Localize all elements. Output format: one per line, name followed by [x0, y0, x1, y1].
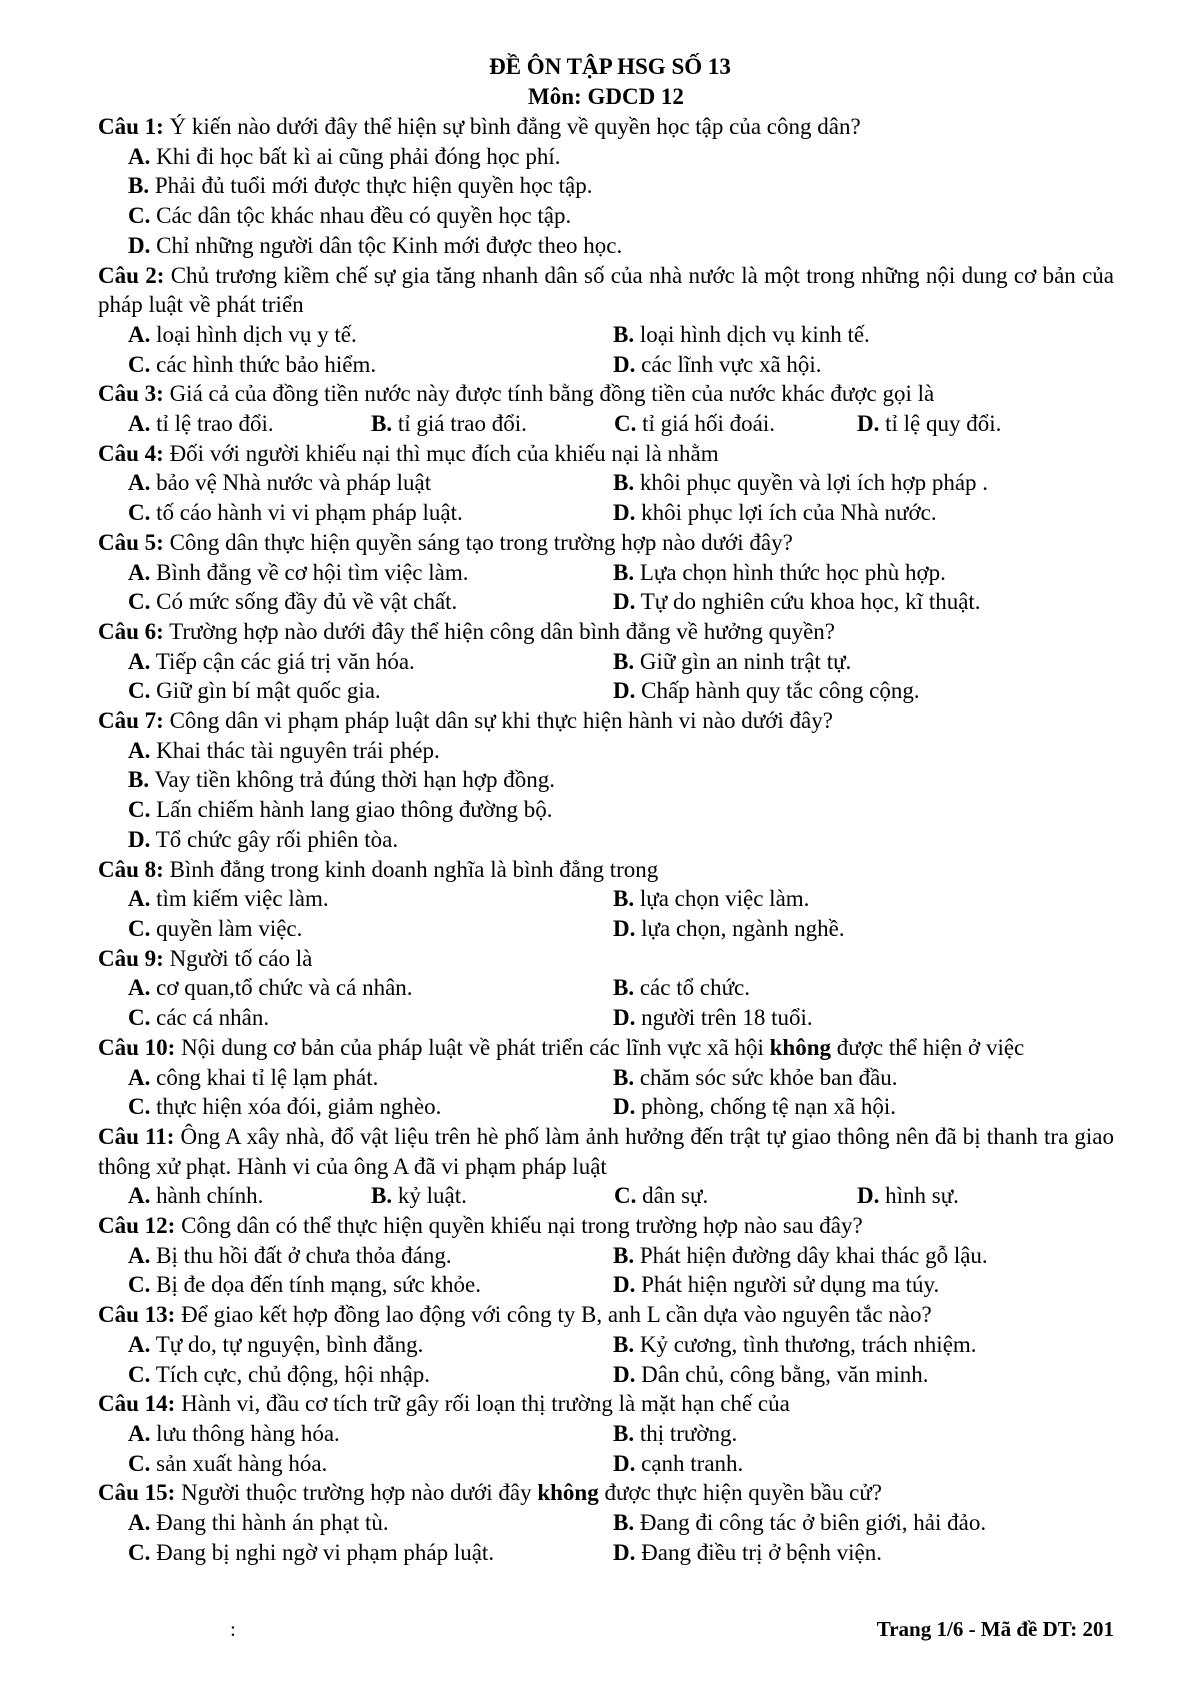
question-text: Ông A xây nhà, đổ vật liệu trên hè phố làm ảnh hưởng đến trật tự giao thông nên đã bị thanh tra giao thông xử phạt. Hành vi của ông A đã vi phạm pháp luật: [98, 1123, 1114, 1179]
option-d: D. phòng, chống tệ nạn xã hội.: [613, 1094, 896, 1120]
option-a: A. Bị thu hồi đất ở chưa thỏa đáng.: [128, 1242, 452, 1268]
option-a: A. hành chính.: [128, 1183, 264, 1209]
options-q13-row2: [98, 1360, 1114, 1390]
question-emphasis: không: [769, 1034, 832, 1060]
option-d: D. Tự do nghiên cứu khoa học, kĩ thuật.: [613, 589, 981, 615]
question-text: Công dân vi phạm pháp luật dân sự khi thực hiện hành vi nào dưới đây?: [169, 708, 833, 734]
question-label: Câu 15:: [98, 1480, 176, 1506]
question-label: Câu 11:: [98, 1123, 175, 1149]
footer-colon: :: [230, 1617, 236, 1641]
options-q6-row2: [98, 676, 1114, 706]
question-text: Để giao kết hợp đồng lao động với công ty B, anh L cần dựa vào nguyên tắc nào?: [181, 1302, 932, 1328]
options-q14-row1: [98, 1419, 1114, 1449]
question-7: [98, 706, 1114, 736]
option-c: C. Đang bị nghi ngờ vi phạm pháp luật.: [128, 1539, 495, 1565]
question-label: Câu 13:: [98, 1302, 176, 1328]
option-b: B. lựa chọn việc làm.: [613, 886, 810, 912]
option-d: D. Chấp hành quy tắc công cộng.: [613, 678, 920, 704]
options-q5-row2: [98, 587, 1114, 617]
options-q1: [98, 142, 1114, 261]
option-a: A. Khai thác tài nguyên trái phép.: [128, 737, 440, 763]
option-d: D. tỉ lệ quy đổi.: [857, 411, 1002, 437]
option-a: A. Tự do, tự nguyện, bình đẳng.: [128, 1331, 424, 1357]
option-b: B. Phát hiện đường dây khai thác gỗ lậu.: [613, 1242, 988, 1268]
option-a: A. Tiếp cận các giá trị văn hóa.: [128, 648, 415, 674]
question-4: [98, 439, 1114, 469]
question-label: Câu 2:: [98, 262, 165, 288]
options-q6-row1: [98, 647, 1114, 677]
option-b: B. loại hình dịch vụ kinh tế.: [613, 321, 870, 347]
options-q7: [98, 736, 1114, 855]
option-b: B. thị trường.: [613, 1420, 738, 1446]
question-text: Đối với người khiếu nại thì mục đích của khiếu nại là nhằm: [169, 440, 719, 466]
question-label: Câu 8:: [98, 856, 164, 882]
option-d: D. các lĩnh vực xã hội.: [613, 351, 822, 377]
question-label: Câu 4:: [98, 440, 164, 466]
exam-subject: Môn: GDCD 12: [528, 84, 684, 109]
options-q2-row1: [98, 320, 1114, 350]
options-q10-row2: [98, 1092, 1114, 1122]
question-8: [98, 855, 1114, 885]
option-d: D. cạnh tranh.: [613, 1450, 744, 1476]
question-5: [98, 528, 1114, 558]
question-10: [98, 1033, 1114, 1063]
option-c: C. tố cáo hành vi vi phạm pháp luật.: [128, 500, 463, 526]
question-1: [98, 112, 1114, 142]
question-text: Nội dung cơ bản của pháp luật về phát triển các lĩnh vực xã hội: [181, 1034, 764, 1060]
question-label: Câu 6:: [98, 618, 164, 644]
options-q14-row2: [98, 1449, 1114, 1479]
page-footer: [0, 1617, 1191, 1647]
options-q15-row1: [98, 1508, 1114, 1538]
question-text: Người thuộc trường hợp nào dưới đây: [181, 1480, 532, 1506]
exam-page: [98, 52, 1114, 1567]
question-9: [98, 944, 1114, 974]
option-c: C. quyền làm việc.: [128, 915, 303, 941]
option-c: C. dân sự.: [614, 1183, 709, 1209]
options-q13-row1: [98, 1330, 1114, 1360]
question-3: [98, 379, 1114, 409]
question-label: Câu 5:: [98, 529, 164, 555]
option-a: A. Đang thi hành án phạt tù.: [128, 1510, 389, 1536]
question-13: [98, 1300, 1114, 1330]
question-text: Công dân thực hiện quyền sáng tạo trong trường hợp nào dưới đây?: [169, 529, 793, 555]
options-q9-row2: [98, 1003, 1114, 1033]
question-text: Bình đẳng trong kinh doanh nghĩa là bình đẳng trong: [169, 856, 659, 882]
option-c: C. tỉ giá hối đoái.: [614, 411, 775, 437]
options-q15-row2: [98, 1538, 1114, 1568]
options-q12-row2: [98, 1270, 1114, 1300]
option-b: B. tỉ giá trao đổi.: [371, 411, 527, 437]
options-q3: [98, 409, 1114, 439]
option-c: C. Có mức sống đầy đủ về vật chất.: [128, 589, 458, 615]
options-q12-row1: [98, 1241, 1114, 1271]
options-q4-row2: [98, 498, 1114, 528]
options-q2-row2: [98, 350, 1114, 380]
option-a: A. tìm kiếm việc làm.: [128, 886, 329, 912]
option-b: B. Vay tiền không trả đúng thời hạn hợp đồng.: [128, 767, 556, 793]
options-q8-row1: [98, 884, 1114, 914]
question-label: Câu 12:: [98, 1213, 176, 1239]
option-d: D. Chỉ những người dân tộc Kinh mới được theo học.: [128, 232, 623, 258]
question-text-after: được thực hiện quyền bầu cử?: [604, 1480, 883, 1506]
question-label: Câu 7:: [98, 708, 164, 734]
option-d: D. lựa chọn, ngành nghề.: [613, 915, 845, 941]
option-c: C. các cá nhân.: [128, 1005, 270, 1031]
option-b: B. Đang đi công tác ở biên giới, hải đảo.: [613, 1510, 987, 1536]
option-d: D. hình sự.: [857, 1183, 959, 1209]
option-a: A. Khi đi học bất kì ai cũng phải đóng học phí.: [128, 143, 561, 169]
options-q11: [98, 1181, 1114, 1211]
option-b: B. khôi phục quyền và lợi ích hợp pháp .: [613, 470, 989, 496]
option-a: A. loại hình dịch vụ y tế.: [128, 321, 357, 347]
option-d: D. khôi phục lợi ích của Nhà nước.: [613, 500, 937, 526]
question-6: [98, 617, 1114, 647]
options-q8-row2: [98, 914, 1114, 944]
options-q5-row1: [98, 558, 1114, 588]
question-text-after: được thể hiện ở việc: [836, 1034, 1025, 1060]
option-c: C. sản xuất hàng hóa.: [128, 1450, 328, 1476]
question-15: [98, 1478, 1114, 1508]
option-d: D. Phát hiện người sử dụng ma túy.: [613, 1272, 940, 1298]
question-label: Câu 3:: [98, 381, 164, 407]
option-c: C. Bị đe dọa đến tính mạng, sức khỏe.: [128, 1272, 481, 1298]
question-text: Công dân có thể thực hiện quyền khiếu nại trong trường hợp nào sau đây?: [181, 1213, 863, 1239]
options-q9-row1: [98, 973, 1114, 1003]
question-label: Câu 1:: [98, 114, 164, 139]
option-b: B. Phải đủ tuổi mới được thực hiện quyền học tập.: [128, 173, 593, 199]
option-b: B. chăm sóc sức khỏe ban đầu.: [613, 1064, 898, 1090]
option-d: D. Dân chủ, công bằng, văn minh.: [613, 1361, 929, 1387]
option-c: C. thực hiện xóa đói, giảm nghèo.: [128, 1094, 442, 1120]
options-q4-row1: [98, 468, 1114, 498]
option-b: B. các tổ chức.: [613, 975, 750, 1001]
question-text: Hành vi, đầu cơ tích trữ gây rối loạn thị trường là mặt hạn chế của: [181, 1391, 790, 1417]
question-12: [98, 1211, 1114, 1241]
option-b: B. Kỷ cương, tình thương, trách nhiệm.: [613, 1331, 977, 1357]
question-text: Người tố cáo là: [169, 945, 313, 971]
page-number: Trang 1/6 - Mã đề DT: 201: [876, 1617, 1114, 1641]
options-q10-row1: [98, 1063, 1114, 1093]
question-text: Chủ trương kiềm chế sự gia tăng nhanh dân số của nhà nước là một trong những nội dung cơ bản của pháp luật về phát triển: [98, 262, 1115, 318]
option-d: D. Tổ chức gây rối phiên tòa.: [128, 826, 399, 852]
question-11: [98, 1122, 1114, 1181]
option-a: A. bảo vệ Nhà nước và pháp luật: [128, 470, 432, 496]
option-c: C. Tích cực, chủ động, hội nhập.: [128, 1361, 431, 1387]
question-2: [98, 261, 1114, 320]
option-a: A. công khai tỉ lệ lạm phát.: [128, 1064, 379, 1090]
option-c: C. Các dân tộc khác nhau đều có quyền học tập.: [128, 203, 572, 229]
option-d: D. Đang điều trị ở bệnh viện.: [613, 1539, 882, 1565]
option-a: A. tỉ lệ trao đổi.: [128, 411, 274, 437]
question-label: Câu 10:: [98, 1034, 176, 1060]
option-b: B. Giữ gìn an ninh trật tự.: [613, 648, 852, 674]
option-d: D. người trên 18 tuổi.: [613, 1005, 813, 1031]
option-a: A. cơ quan,tổ chức và cá nhân.: [128, 975, 413, 1001]
question-text: Ý kiến nào dưới đây thể hiện sự bình đẳng về quyền học tập của công dân?: [169, 114, 861, 139]
option-a: A. Bình đẳng về cơ hội tìm việc làm.: [128, 559, 469, 585]
question-emphasis: không: [537, 1480, 599, 1506]
question-14: [98, 1389, 1114, 1419]
question-text: Giá cả của đồng tiền nước này được tính bằng đồng tiền của nước khác được gọi là: [169, 381, 935, 407]
option-c: C. Lấn chiếm hành lang giao thông đường bộ.: [128, 797, 553, 823]
option-b: B. kỷ luật.: [371, 1183, 467, 1209]
question-text: Trường hợp nào dưới đây thể hiện công dân bình đẳng về hưởng quyền?: [169, 618, 835, 644]
option-c: C. các hình thức bảo hiểm.: [128, 351, 377, 377]
question-label: Câu 14:: [98, 1391, 176, 1417]
option-c: C. Giữ gìn bí mật quốc gia.: [128, 678, 381, 704]
option-b: B. Lựa chọn hình thức học phù hợp.: [613, 559, 946, 585]
question-label: Câu 9:: [98, 945, 164, 971]
option-a: A. lưu thông hàng hóa.: [128, 1420, 340, 1446]
exam-title: ĐỀ ÔN TẬP HSG SỐ 13: [489, 54, 731, 79]
